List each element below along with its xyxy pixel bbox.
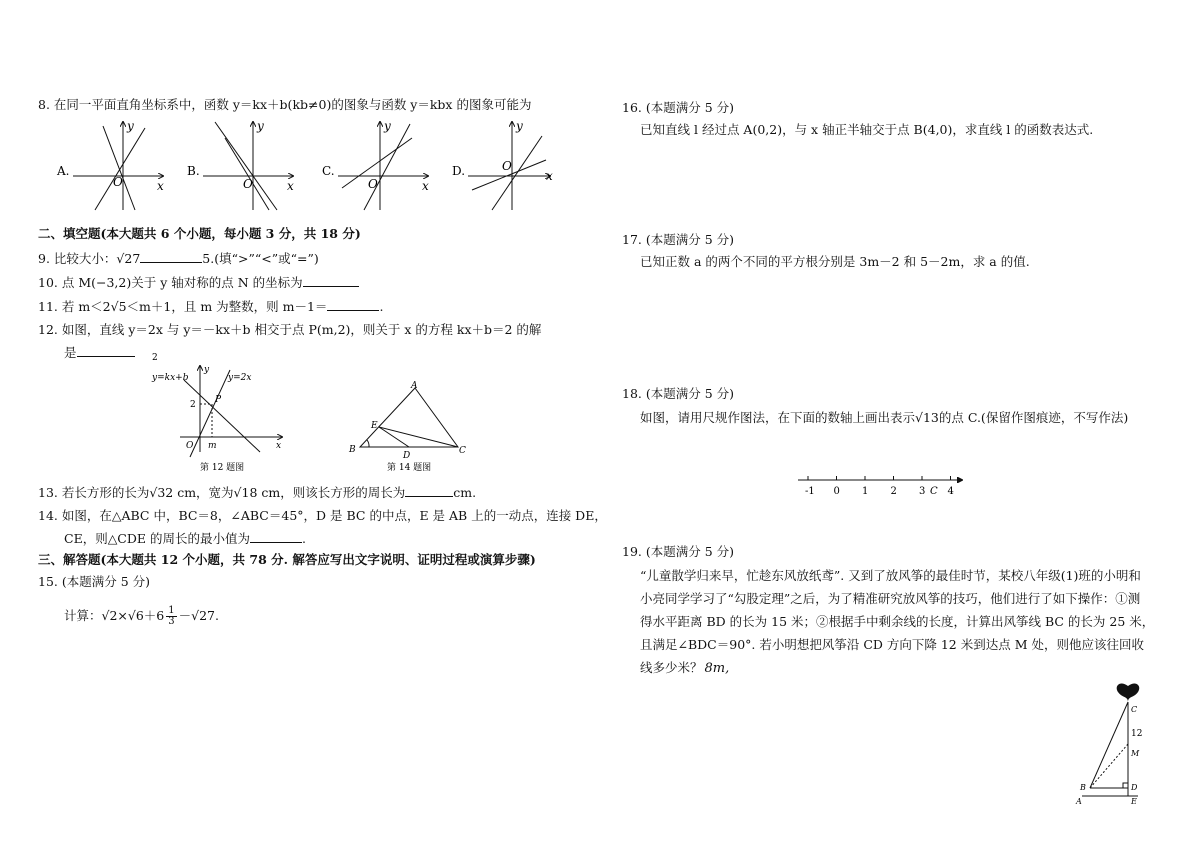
number-line-point-c-label: C [930,486,938,497]
q8-b-origin: O [243,177,253,191]
q8-graph-b [187,119,294,210]
fig12-p-label: P [215,395,222,405]
number-line-tick-label: -1 [805,486,815,497]
section-2-heading: 二、填空题(本大题共 6 个小题，每小题 3 分，共 18 分) [38,226,361,241]
number-line [790,470,970,502]
kite-figure [1068,676,1158,806]
q9-blank[interactable] [140,250,202,263]
q11-post: . [379,299,384,314]
kite-c-label: C [1131,705,1138,714]
q15-fraction [166,606,176,627]
q11 [38,298,383,315]
fig12-2-label: 2 [190,400,196,410]
q19-line-2: 小亮同学学习了“勾股定理”之后，为了精准研究放风筝的技巧，他们进行了如下操作：①测 [640,591,1141,606]
q8-c-origin: O [368,177,378,191]
q15-pre: 计算：√2×√6＋6 [64,608,165,623]
figure-14 [345,380,475,474]
q8-option-d: D. [452,164,466,178]
fig12-kxb-label: y=kx+b [152,373,189,383]
q8-graph-d [452,119,553,210]
q8-graph-c [322,119,429,210]
fig12-o-label: O [186,441,194,451]
q15-body [64,606,219,627]
q16-body: 已知直线 l 经过点 A(0,2)，与 x 轴正半轴交于点 B(4,0)，求直线 l 的函数表达式. [640,122,1094,137]
fig14-b-label: B [349,445,356,455]
kite-m-label: M [1131,749,1140,758]
figure-12 [150,352,290,474]
q10-pre: 10. 点 M(−3,2)关于 y 轴对称的点 N 的坐标为 [38,275,303,290]
section-3-heading: 三、解答题(本大题共 12 个小题，共 78 分. 解答应写出文字说明、证明过程或演算步骤) [38,552,536,567]
number-line-tick-label: 3 [919,486,926,497]
q19-handwritten-answer: 8m, [704,661,730,676]
q8-a-x-label: x [157,179,164,193]
kite-12-label: 12 [1131,729,1143,739]
q9-pre: 9. 比较大小：√27 [38,251,141,266]
q8-stem: 8. 在同一平面直角坐标系中，函数 y＝kx＋b(kb≠0)的图象与函数 y＝kbx 的图象可能为 [38,97,532,112]
q19-line-5 [640,660,729,677]
q8-c-x-label: x [422,179,429,193]
q10 [38,274,359,291]
q15-post: －√27. [178,608,219,623]
q12-blank[interactable] [77,344,135,357]
fig12-2x-label: y=2x [228,373,252,383]
number-line-tick-label: 2 [890,486,897,497]
q9-post: 5.(填“>”“<”或“=”) [202,251,319,266]
fig14-d-label: D [403,451,411,461]
q8-graph-a [56,119,164,210]
q14-blank[interactable] [250,530,302,543]
kite-e-label: E [1131,797,1137,806]
q13 [38,484,476,501]
fig14-caption: 第 14 题图 [387,463,432,473]
q15-head: 15. (本题满分 5 分) [38,574,151,589]
q11-blank[interactable] [327,298,379,311]
q13-blank[interactable] [405,484,453,497]
q8-d-x-label: x [546,169,553,183]
q19-line-1: “儿童散学归来早，忙趁东风放纸鸢”. 又到了放风筝的最佳时节，某校八年级(1)班的小明和 [640,568,1141,583]
q12-line2-text: 是 [64,345,77,360]
fig12-y-label: y [204,365,210,375]
fig14-a-label: A [411,381,418,391]
q19-line-5-text: 线多少米？ [640,660,703,675]
q12-line2 [64,344,135,361]
q19-line-3: 得水平距离 BD 的长为 15 米；②根据手中剩余线的长度，计算出风筝线 BC 的长为 25 米， [640,614,1155,629]
q19-line-4: 且满足∠BDC＝90°. 若小明想把风筝沿 CD 方向下降 12 米到达点 M 处，则他应该往回收 [640,637,1144,652]
q15-frac-num: 1 [168,605,175,616]
q12-line1: 12. 如图，直线 y＝2x 与 y＝－kx＋b 相交于点 P(m,2)，则关于 x 的方程 kx＋b＝2 的解 [38,322,542,337]
q16-head: 16. (本题满分 5 分) [622,100,735,115]
q18-body: 如图，请用尺规作图法，在下面的数轴上画出表示√13的点 C.(保留作图痕迹，不写作法) [640,410,1129,425]
kite-icon [1117,684,1140,702]
q13-post: cm. [453,485,477,500]
q8-a-y-label: y [127,119,134,133]
kite-a-label: A [1076,797,1082,806]
q14-line2-post: . [302,531,306,546]
number-line-tick-label: 4 [947,486,954,497]
q8-c-y-label: y [384,119,391,133]
q9 [38,250,319,267]
fig12-caption: 第 12 题图 [200,463,245,473]
q8-d-origin: O [502,159,512,173]
q17-body: 已知正数 a 的两个不同的平方根分别是 3m－2 和 5－2m，求 a 的值. [640,254,1030,269]
q8-option-a: A. [57,164,70,178]
q8-option-c: C. [322,164,335,178]
q19-head: 19. (本题满分 5 分) [622,544,735,559]
q14-line1: 14. 如图，在△ABC 中，BC＝8，∠ABC＝45°，D 是 BC 的中点，E 是 AB 上的一动点，连接 DE， [38,508,607,523]
fig14-e-label: E [371,421,378,431]
q8-option-b: B. [187,164,200,178]
fig12-mark: 2 [152,353,158,363]
q14-line2-pre: CE，则△CDE 的周长的最小值为 [64,531,250,546]
fig12-x-label: x [276,441,282,451]
q10-blank[interactable] [303,274,359,287]
q8-b-y-label: y [257,119,264,133]
fig12-m-label: m [208,441,217,451]
number-line-tick-label: 1 [862,486,869,497]
q13-pre: 13. 若长方形的长为√32 cm，宽为√18 cm，则该长方形的周长为 [38,485,406,500]
q14-line2 [64,530,306,547]
q8-b-x-label: x [287,179,294,193]
q15-frac-den: 3 [168,616,175,627]
q8-d-y-label: y [516,119,523,133]
fig14-c-label: C [459,446,466,456]
q18-head: 18. (本题满分 5 分) [622,386,735,401]
kite-b-label: B [1080,783,1086,792]
q11-pre: 11. 若 m＜2√5＜m＋1，且 m 为整数，则 m－1＝ [38,299,328,314]
q8-graphs [55,118,555,213]
number-line-tick-label: 0 [833,486,840,497]
q17-head: 17. (本题满分 5 分) [622,232,735,247]
q8-a-origin: O [113,175,123,189]
kite-d-label: D [1131,783,1138,792]
